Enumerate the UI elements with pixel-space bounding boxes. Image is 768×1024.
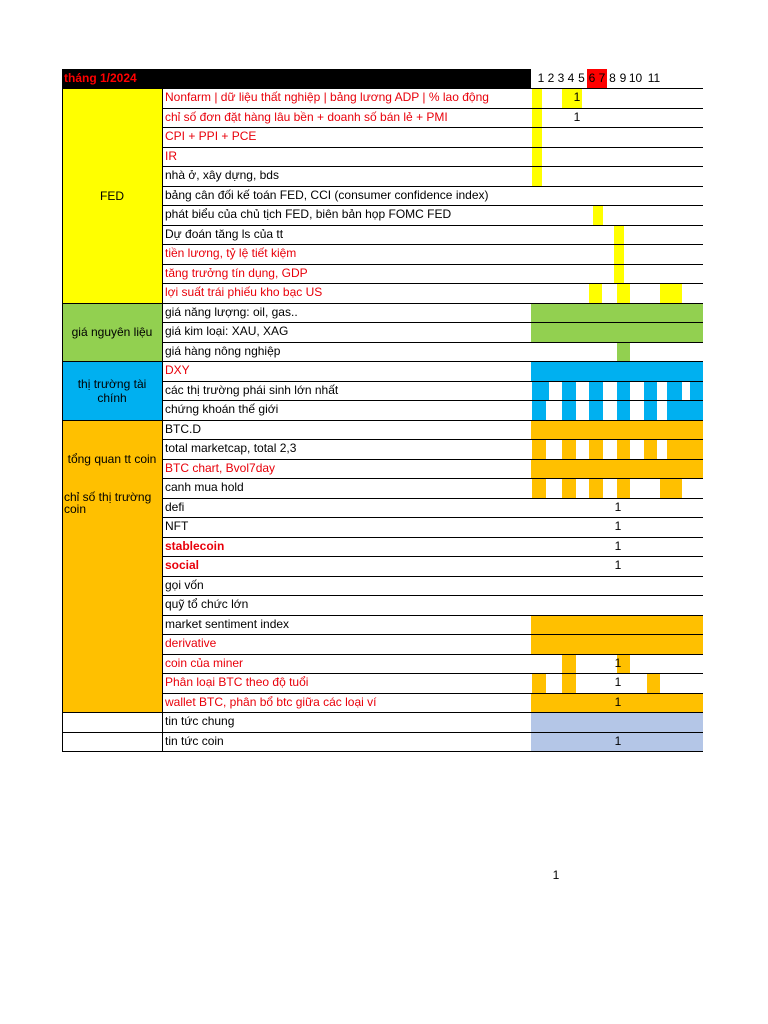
grid-hline bbox=[162, 615, 703, 616]
row-label: total marketcap, total 2,3 bbox=[165, 441, 297, 455]
row-label: market sentiment index bbox=[165, 617, 290, 631]
status-fill bbox=[562, 674, 576, 693]
grid-hline bbox=[162, 205, 703, 206]
status-fill-day bbox=[532, 148, 542, 167]
grid-hline bbox=[62, 712, 703, 713]
status-fill bbox=[690, 382, 703, 401]
row-value: 1 bbox=[614, 519, 622, 533]
status-fill-full bbox=[531, 323, 703, 342]
grid-hline bbox=[162, 498, 703, 499]
day-header-1: 1 bbox=[537, 71, 545, 85]
grid-hline bbox=[62, 361, 703, 362]
status-fill-day bbox=[614, 245, 624, 264]
status-fill-full bbox=[531, 304, 703, 323]
grid-hline bbox=[162, 478, 703, 479]
grid-hline bbox=[162, 381, 703, 382]
group-label-commodities: giá nguyên liệu bbox=[71, 325, 153, 339]
day-header-11: 11 bbox=[647, 71, 661, 85]
row-value: 1 bbox=[614, 500, 622, 514]
schedule-sheet bbox=[62, 69, 703, 751]
grid-hline bbox=[162, 264, 703, 265]
row-value: 1 bbox=[573, 110, 581, 124]
row-value: 1 bbox=[614, 734, 622, 748]
status-fill-full bbox=[531, 616, 703, 635]
status-fill bbox=[532, 674, 546, 693]
grid-hline bbox=[162, 147, 703, 148]
grid-hline bbox=[162, 439, 703, 440]
status-fill-day bbox=[614, 226, 624, 245]
status-fill-full bbox=[531, 460, 703, 479]
grid-vline bbox=[62, 69, 63, 752]
status-fill bbox=[532, 382, 549, 401]
status-fill bbox=[562, 401, 576, 420]
row-label: Nonfarm | dữ liệu thất nghiệp | bảng lương ADP | % lao động bbox=[165, 90, 489, 104]
status-fill-day bbox=[532, 109, 542, 128]
group-label-indices: chỉ số thị trường coin bbox=[64, 491, 152, 515]
row-label: Dự đoán tăng ls của tt bbox=[165, 227, 284, 241]
day-header-10: 10 bbox=[628, 71, 643, 85]
day-header-4: 4 bbox=[567, 71, 575, 85]
grid-hline bbox=[62, 732, 703, 733]
status-fill bbox=[667, 440, 682, 459]
row-label: lợi suất trái phiếu kho bạc US bbox=[165, 285, 323, 299]
day-header-2: 2 bbox=[547, 71, 555, 85]
status-fill-day bbox=[614, 265, 624, 284]
status-fill bbox=[667, 382, 682, 401]
row-label: coin của miner bbox=[165, 656, 244, 670]
status-fill bbox=[589, 382, 603, 401]
grid-hline bbox=[162, 537, 703, 538]
day-header-6: 6 bbox=[587, 69, 597, 88]
row-label: canh mua hold bbox=[165, 480, 244, 494]
row-label: giá năng lượng: oil, gas.. bbox=[165, 305, 298, 319]
grid-hline bbox=[62, 88, 703, 89]
day-header-7: 7 bbox=[597, 69, 607, 88]
grid-hline bbox=[162, 459, 703, 460]
row-label: defi bbox=[165, 500, 185, 514]
row-label: quỹ tổ chức lớn bbox=[165, 597, 249, 611]
row-label: CPI + PPI + PCE bbox=[165, 129, 257, 143]
grid-hline bbox=[162, 693, 703, 694]
grid-hline bbox=[162, 322, 703, 323]
grid-hline bbox=[162, 186, 703, 187]
status-fill-full bbox=[531, 362, 703, 381]
row-label: BTC chart, Bvol7day bbox=[165, 461, 276, 475]
row-label: social bbox=[165, 558, 200, 572]
status-fill bbox=[562, 479, 576, 498]
grid-hline bbox=[162, 283, 703, 284]
grid-hline bbox=[62, 303, 703, 304]
grid-hline bbox=[162, 654, 703, 655]
grid-hline bbox=[162, 576, 703, 577]
row-label: tăng trưởng tín dụng, GDP bbox=[165, 266, 308, 280]
status-fill bbox=[589, 479, 603, 498]
row-label: Phân loại BTC theo độ tuổi bbox=[165, 675, 309, 689]
status-fill bbox=[682, 401, 703, 420]
row-label: phát biểu của chủ tịch FED, biên bản họp FOMC FED bbox=[165, 207, 452, 221]
month-title: tháng 1/2024 bbox=[62, 69, 262, 88]
status-fill bbox=[589, 284, 602, 303]
status-fill bbox=[589, 401, 603, 420]
status-fill bbox=[644, 401, 657, 420]
status-fill bbox=[562, 655, 576, 674]
status-fill bbox=[644, 382, 657, 401]
grid-hline bbox=[162, 225, 703, 226]
grid-hline bbox=[162, 244, 703, 245]
row-label: nhà ở, xây dựng, bds bbox=[165, 168, 279, 182]
status-fill-day bbox=[532, 89, 542, 108]
row-label: tiền lương, tỷ lệ tiết kiệm bbox=[165, 246, 297, 260]
row-label: IR bbox=[165, 149, 177, 163]
status-fill bbox=[682, 440, 703, 459]
row-label: gọi vốn bbox=[165, 578, 204, 592]
status-fill bbox=[647, 674, 660, 693]
grid-hline bbox=[162, 556, 703, 557]
row-value: 1 bbox=[614, 656, 622, 670]
row-label: chứng khoán thế giới bbox=[165, 402, 279, 416]
row-label: giá hàng nông nghiệp bbox=[165, 344, 281, 358]
row-label: giá kim loại: XAU, XAG bbox=[165, 324, 289, 338]
status-fill bbox=[617, 401, 630, 420]
group-label-overview: tổng quan tt coin bbox=[67, 452, 157, 466]
status-fill bbox=[562, 382, 576, 401]
status-fill bbox=[617, 343, 630, 362]
grid-hline bbox=[162, 108, 703, 109]
group-label-fed: FED bbox=[100, 188, 124, 203]
status-fill-full bbox=[531, 713, 703, 732]
day-header-8: 8 bbox=[609, 71, 616, 85]
row-label: chỉ số đơn đặt hàng lâu bền + doanh số bán lẻ + PMI bbox=[165, 110, 448, 124]
status-fill bbox=[617, 440, 630, 459]
grid-hline bbox=[62, 420, 703, 421]
grid-hline bbox=[162, 342, 703, 343]
status-fill bbox=[660, 479, 682, 498]
group-label-finance: thị trường tài chính bbox=[77, 376, 147, 405]
row-label: bảng cân đối kế toán FED, CCI (consumer confidence index) bbox=[165, 188, 489, 202]
status-fill bbox=[532, 401, 546, 420]
row-label: derivative bbox=[165, 636, 217, 650]
row-label: wallet BTC, phân bổ btc giữa các loại ví bbox=[165, 695, 377, 709]
status-fill-day bbox=[532, 167, 542, 186]
row-value: 1 bbox=[614, 675, 622, 689]
status-fill bbox=[532, 479, 546, 498]
row-label: tin tức chung bbox=[165, 714, 235, 728]
status-fill bbox=[660, 284, 682, 303]
day-header-5: 5 bbox=[578, 71, 585, 85]
grid-hline bbox=[162, 634, 703, 635]
status-fill bbox=[562, 440, 576, 459]
grid-vline bbox=[162, 88, 163, 752]
grid-hline bbox=[162, 673, 703, 674]
row-value: 1 bbox=[614, 695, 622, 709]
row-label: BTC.D bbox=[165, 422, 201, 436]
status-fill-day bbox=[532, 128, 542, 147]
grid-hline bbox=[162, 400, 703, 401]
status-fill bbox=[644, 440, 657, 459]
row-value: 1 bbox=[614, 539, 622, 553]
row-label: stablecoin bbox=[165, 539, 225, 553]
status-fill-day bbox=[593, 206, 603, 225]
status-fill bbox=[617, 382, 630, 401]
grid-hline bbox=[162, 127, 703, 128]
row-label: các thị trường phái sinh lớn nhất bbox=[165, 383, 339, 397]
row-value: 1 bbox=[614, 558, 622, 572]
page-number: 1 bbox=[552, 868, 560, 882]
grid-hline bbox=[162, 517, 703, 518]
grid-hline bbox=[162, 595, 703, 596]
row-label: tin tức coin bbox=[165, 734, 224, 748]
status-fill bbox=[617, 479, 630, 498]
row-label: NFT bbox=[165, 519, 189, 533]
status-fill bbox=[667, 401, 682, 420]
status-fill bbox=[589, 440, 603, 459]
row-label: DXY bbox=[165, 363, 190, 377]
status-fill-full bbox=[531, 421, 703, 440]
status-fill bbox=[617, 284, 630, 303]
row-value: 1 bbox=[573, 90, 581, 104]
status-fill-full bbox=[531, 635, 703, 654]
day-header-9: 9 bbox=[619, 71, 627, 85]
grid-hline bbox=[162, 166, 703, 167]
status-fill bbox=[532, 440, 546, 459]
grid-hline bbox=[62, 751, 703, 752]
day-header-3: 3 bbox=[557, 71, 565, 85]
